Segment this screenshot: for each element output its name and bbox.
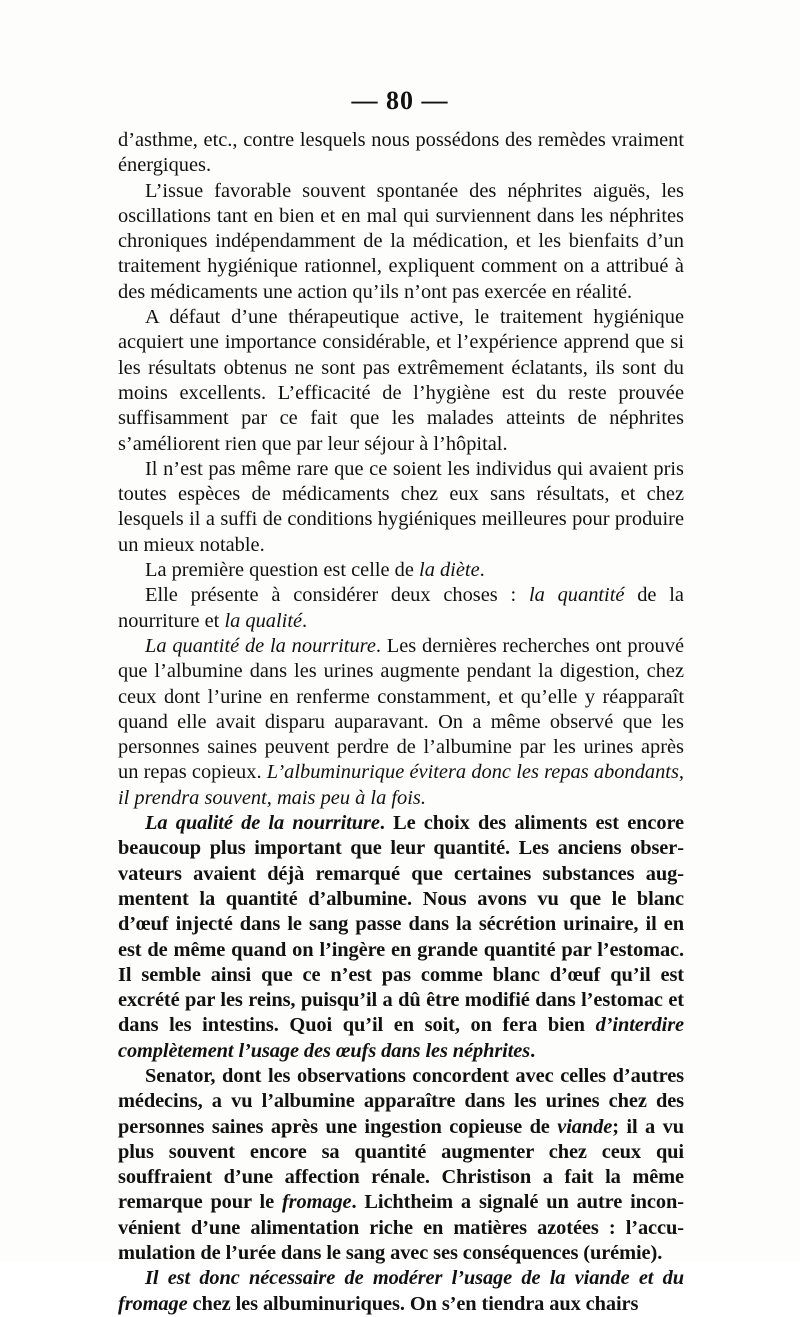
text-run: . Lichtheim a signalé un autre inconvénient d’une alimentation riche en matières azotées : l’accumulation de l’urée dans le sang avec ses conséquences (urémie). <box>118 1191 684 1265</box>
italic-text-run: la diète <box>419 559 480 582</box>
text-run: Il n’est pas même rare que ce soient les individus qui avaient pris toutes espèces de médicaments chez eux sans résultats, et chez lesquels il a suffi de conditions hygiéniques meilleures pour produire un mieux notable. <box>118 457 684 556</box>
paragraph <box>118 1064 684 1266</box>
paragraph <box>118 128 684 179</box>
italic-text-run: la qualité <box>224 609 303 632</box>
text-run: A défaut d’une thérapeutique active, le traitement hygiénique acquiert une importance considérable, et l’expérience apprend que si les résultats obtenus ne sont pas extrêmement éclatants, ils sont du moins excellents. L’efficacité de l’hygiène est du reste prouvée suffisamment par ce fait que les malades atteints de néphrites s’améliorent rien que par leur séjour à l’hôpital. <box>118 306 684 455</box>
text-run: L’issue favorable souvent spontanée des néphrites aiguës, les oscillations tant en bien et en mal qui surviennent dans les néphrites chroniques indépendamment de la médication, et les bienfaits d’un traitement hygiénique rationnel, expliquent comment on a attribué à des médicaments une action qu’ils n’ont pas exercée en réalité. <box>118 179 684 303</box>
italic-text-run: La qualité de la nourriture <box>145 812 380 835</box>
paragraph <box>118 811 684 1064</box>
paragraph <box>118 305 684 457</box>
paragraph <box>118 457 684 558</box>
italic-text-run: fromage <box>281 1191 352 1214</box>
paragraph <box>118 583 684 634</box>
text-run: d’asthme, etc., contre lesquels nous possédons des remèdes vraiment énergiques. <box>118 129 684 177</box>
italic-text-run: d’interdire complètement l’usage des œufs dans les néphrites <box>118 1014 684 1062</box>
text-run: ; il a vu plus souvent encore sa quantité augmenter chez ceux qui souffraient d’une affection rénale. Christison a fait la même remarque pour le <box>118 1115 684 1214</box>
text-run: Senator, dont les observations concordent avec celles d’autres médecins, a vu l’albumine apparaître dans les urines chez des personnes saines après une ingestion copieuse de <box>118 1064 684 1138</box>
paragraph <box>118 634 684 811</box>
text-run: . <box>302 609 308 632</box>
body-text <box>118 128 684 1317</box>
text-run: . Le choix des aliments est encore beaucoup plus important que leur quantité. Les anciens observateurs avaient déjà remarqué que certaines substances augmentent la quantité d’albumine. Nous avons vu que le blanc d’œuf injecté dans le sang passe dans la sécrétion urinaire, il en est de même quand on l’ingère en grande quantité par l’estomac. Il semble ainsi que ce n’est pas comme blanc d’œuf qu’il est excrété par les reins, puisqu’il a dû être modifié dans l’estomac et dans les intestins. Quoi qu’il en soit, on fera bien <box>118 812 684 1037</box>
italic-text-run: Il est donc nécessaire de modérer l’usage de la viande et du fromage <box>118 1267 684 1315</box>
italic-text-run: L’albuminurique évitera donc les repas abondants, il prendra souvent, mais peu à la fois. <box>118 761 684 809</box>
text-run: . <box>479 559 485 582</box>
paragraph <box>118 558 684 583</box>
italic-text-run: La quantité de la nourriture <box>145 634 376 657</box>
italic-text-run: viande <box>557 1115 613 1138</box>
text-run: chez les albuminuriques. On s’en tiendra aux chairs <box>187 1292 639 1315</box>
page-number: — 80 — <box>351 86 449 115</box>
paragraph <box>118 1266 684 1317</box>
text-run: de la nourriture et <box>118 584 684 632</box>
text-run: Elle présente à considérer deux choses : <box>145 584 529 607</box>
text-run: La première question est celle de <box>145 559 420 582</box>
text-run: . Les dernières recherches ont prouvé que l’albumine dans les urines augmente pendant la digestion, chez ceux dont l’urine en renferme constamment, et qu’elle y réapparaît quand elle avait disparu auparavant. On a même observé que les personnes saines peuvent perdre de l’albumine par les urines après un repas copieux. <box>118 634 684 784</box>
text-run: . <box>530 1039 536 1062</box>
paragraph <box>118 179 684 305</box>
italic-text-run: la quantité <box>528 584 625 607</box>
